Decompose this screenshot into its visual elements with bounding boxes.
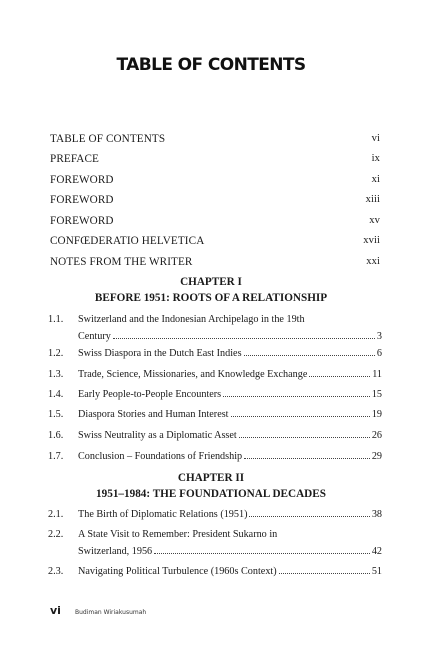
- toc-entry-front[interactable]: [50, 215, 380, 227]
- entry-page: 19: [371, 409, 382, 420]
- entry-title: TABLE OF CONTENTS: [50, 133, 166, 145]
- entry-title: Swiss Neutrality as a Diplomatic Asset: [78, 430, 237, 441]
- section-number: 2.2.: [48, 529, 64, 540]
- entry-page: vi: [371, 133, 380, 144]
- section-number: 1.4.: [48, 389, 64, 400]
- section-number: 1.6.: [48, 430, 64, 441]
- dot-leader: [309, 376, 370, 377]
- entry-title: Trade, Science, Missionaries, and Knowledge Exchange: [78, 369, 308, 380]
- dot-leader: [279, 573, 370, 574]
- section-number: 1.3.: [48, 369, 64, 380]
- entry-page: 6: [376, 348, 382, 359]
- page-title: TABLE OF CONTENTS: [116, 55, 306, 75]
- entry-title: Switzerland and the Indonesian Archipelago in the 19th: [78, 314, 305, 325]
- entry-title: PREFACE: [50, 153, 99, 165]
- entry-page: 38: [371, 509, 382, 520]
- chapter-title: BEFORE 1951: ROOTS OF A RELATIONSHIP: [94, 292, 328, 304]
- entry-title: CONFŒDERATIO HELVETICA: [50, 235, 205, 247]
- dot-leader: [244, 355, 375, 356]
- entry-page: xv: [369, 215, 380, 226]
- entry-title: Conclusion – Foundations of Friendship: [78, 451, 243, 462]
- entry-page: 29: [371, 451, 382, 462]
- entry-title-continued: Century: [78, 331, 111, 342]
- entry-page: xiii: [365, 194, 380, 205]
- dot-leader: [239, 437, 370, 438]
- section-number: 1.5.: [48, 409, 64, 420]
- dot-leader: [113, 338, 375, 339]
- section-number: 2.3.: [48, 566, 64, 577]
- section-number: 1.2.: [48, 348, 64, 359]
- chapter-title: 1951–1984: THE FOUNDATIONAL DECADES: [96, 488, 326, 500]
- section-number: 1.7.: [48, 451, 64, 462]
- entry-page: 11: [372, 369, 382, 380]
- entry-title: The Birth of Diplomatic Relations (1951): [78, 509, 248, 520]
- entry-page: 15: [371, 389, 382, 400]
- toc-entry-front[interactable]: [50, 174, 380, 186]
- toc-entry-front[interactable]: [50, 194, 380, 206]
- page-footer: [50, 604, 146, 617]
- toc-entry-front[interactable]: [50, 256, 380, 268]
- entry-title: Diaspora Stories and Human Interest: [78, 409, 229, 420]
- entry-title: Swiss Diaspora in the Dutch East Indies: [78, 348, 242, 359]
- dot-leader: [231, 416, 370, 417]
- dot-leader: [223, 396, 370, 397]
- toc-entry-front[interactable]: [50, 133, 380, 145]
- dot-leader: [249, 516, 369, 517]
- toc-entry-front[interactable]: [50, 153, 380, 165]
- entry-title: A State Visit to Remember: President Sukarno in: [78, 529, 278, 540]
- chapter-label: CHAPTER II: [177, 472, 245, 484]
- entry-title-continued: Switzerland, 1956: [78, 546, 153, 557]
- entry-page: xi: [371, 174, 380, 185]
- section-number: 1.1.: [48, 314, 64, 325]
- entry-page: ix: [371, 153, 380, 164]
- chapter-label: CHAPTER I: [180, 276, 242, 288]
- entry-page: xvii: [363, 235, 380, 246]
- dot-leader: [244, 458, 370, 459]
- section-number: 2.1.: [48, 509, 64, 520]
- entry-page: 3: [376, 331, 382, 342]
- entry-title: Early People-to-People Encounters: [78, 389, 222, 400]
- footer-author: Budiman Wiriakusumah: [74, 609, 147, 616]
- entry-page: xxi: [366, 256, 380, 267]
- entry-title: FOREWORD: [50, 215, 114, 227]
- toc-entry-front[interactable]: [50, 235, 380, 247]
- entry-page: 42: [371, 546, 382, 557]
- entry-title: FOREWORD: [50, 174, 114, 186]
- entry-title: Navigating Political Turbulence (1960s Context): [78, 566, 277, 577]
- entry-page: 26: [371, 430, 382, 441]
- entry-title: NOTES FROM THE WRITER: [50, 256, 193, 268]
- entry-page: 51: [371, 566, 382, 577]
- entry-title: FOREWORD: [50, 194, 114, 206]
- footer-page-number: vi: [50, 604, 61, 617]
- dot-leader: [154, 553, 370, 554]
